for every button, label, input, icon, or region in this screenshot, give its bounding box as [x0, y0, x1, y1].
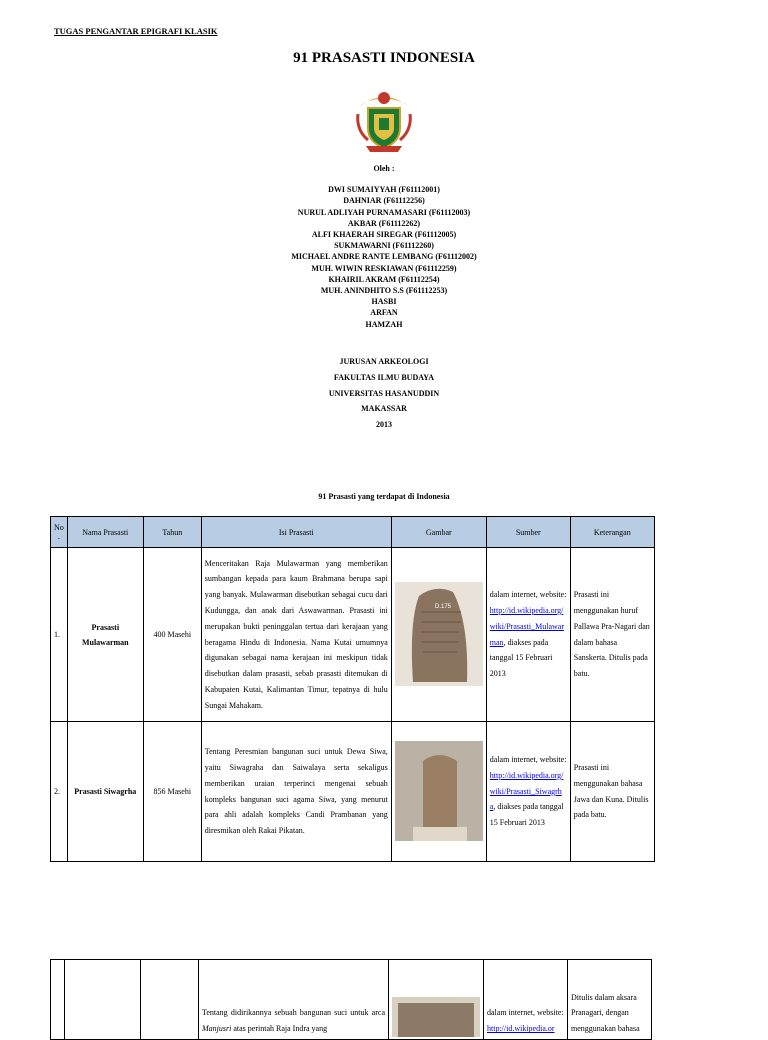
department: JURUSAN ARKEOLOGI [339, 357, 429, 366]
author: DAHNIAR (F61112256) [343, 196, 425, 206]
prasasti-table-continued [50, 959, 652, 1040]
table-header-row [51, 517, 655, 548]
stone-label: D.175 [434, 603, 451, 610]
faculty: FAKULTAS ILMU BUDAYA [333, 372, 435, 382]
institution-block [0, 354, 768, 433]
cell-no [51, 960, 65, 1040]
prasasti-siwagrha-photo [395, 741, 483, 841]
header-nama: Nama Prasasti [67, 517, 143, 548]
sumber-suffix: , diakses pada tanggal 15 Februari 2013 [489, 637, 553, 679]
cell-sumber [484, 960, 568, 1040]
university: UNIVERSITAS HASANUDDIN [328, 388, 440, 398]
year: 2013 [376, 420, 392, 430]
author: DWI SUMAIYYAH (F61112001) [328, 185, 440, 195]
cell-isi: Menceritakan Raja Mulawarman yang memberikan sumbangan kepada para kaum Brahmana berupa sapi yang banyak. Mulawarman disebutkan sebagai cucu dari Kudungga, dan anak dari Aswawarman. Prasasti ini merupakan bukti peninggalan tertua dari kerajaan yang beragama Hindu di Indonesia. Nama Kutai umumnya digunakan sebagai nama kerajaan ini meskipun tidak disebutkan dalam prasasti, sebab prasasti ditemukan di Kabupaten Kutai, Kalimantan Timur, tepatnya di hulu Sungai Mahakam. [201, 548, 391, 722]
cell-no: 1. [51, 548, 68, 722]
cell-keterangan: Prasasti ini menggunakan huruf Pallawa Pra-Nagari dan dalam bahasa Sanskerta. Ditulis pada batu. [570, 548, 654, 722]
cell-keterangan: Prasasti ini menggunakan bahasa Jawa dan Kuna. Ditulis pada batu. [570, 722, 654, 862]
cell-tahun: 856 Masehi [143, 722, 201, 862]
sumber-link[interactable]: http://id.wikipedia.org/wiki/Prasasti_Mulawarman [489, 605, 564, 647]
sumber-suffix: , diakses pada tanggal 15 Februari 2013 [489, 802, 564, 828]
isi-suffix: atas perintah Raja Indra yang [231, 1024, 328, 1034]
table-row [51, 548, 655, 722]
author: NURUL ADLIYAH PURNAMASARI (F61112003) [297, 207, 471, 217]
author: MUH. WIWIN RESKIAWAN (F61112259) [311, 263, 457, 273]
prasasti-photo [392, 997, 480, 1037]
header-keterangan: Keterangan [570, 517, 654, 548]
author: AKBAR (F61112262) [347, 218, 421, 228]
author: SUKMAWARNI (F61112260) [334, 241, 434, 251]
isi-emphasis: Manjusri [202, 1024, 232, 1034]
course-title: TUGAS PENGANTAR EPIGRAFI KLASIK [54, 26, 218, 36]
table-caption: 91 Prasasti yang terdapat di Indonesia [318, 492, 450, 501]
cell-tahun [141, 960, 199, 1040]
cell-gambar [391, 722, 486, 862]
table-row [51, 722, 655, 862]
sumber-prefix: dalam internet, website: [489, 755, 567, 764]
author: HAMZAH [365, 319, 403, 329]
cell-no: 2. [51, 722, 68, 862]
author: KHAIRIL AKRAM (F61112254) [328, 274, 440, 284]
author: ARFAN [370, 308, 398, 318]
author: ALFI KHAERAH SIREGAR (F61112005) [311, 230, 457, 240]
author: MUH. ANINDHITO S.S (F61112253) [320, 286, 448, 296]
author: MICHAEL ANDRE RANTE LEMBANG (F61112002) [291, 252, 477, 262]
cell-nama [65, 960, 141, 1040]
table-row [51, 960, 652, 1040]
cell-sumber [486, 722, 570, 862]
sumber-link[interactable]: http://id.wikipedia.org/wiki/Prasasti_Siwagrha [489, 770, 564, 812]
author: HASBI [371, 297, 397, 307]
document-title: 91 PRASASTI INDONESIA [293, 50, 475, 66]
cell-tahun: 400 Masehi [143, 548, 201, 722]
cell-isi [199, 960, 389, 1040]
cell-nama: Prasasti Siwagrha [67, 722, 143, 862]
university-emblem-icon [354, 84, 414, 154]
sumber-link[interactable]: http://id.wikipedia.or [487, 1024, 555, 1034]
header-sumber: Sumber [486, 517, 570, 548]
sumber-prefix: dalam internet, website: [487, 1008, 564, 1018]
header-no: No . [51, 517, 68, 548]
header-gambar: Gambar [391, 517, 486, 548]
cell-isi: Tentang Peresmian bangunan suci untuk Dewa Siwa, yaitu Siwagraha dan Saiwalaya serta sekaligus memberikan uraian terperinci mengenai sebuah kompleks bangunan suci agama Siwa, yang menurut para ahli adalah kompleks Candi Prambanan yang diresmikan oleh Rakai Pikatan. [201, 722, 391, 862]
cell-gambar [391, 548, 486, 722]
cell-nama: Prasasti Mulawarman [67, 548, 143, 722]
oleh-label: Oleh : [373, 164, 395, 173]
isi-prefix: Tentang didirikannya sebuah bangunan suci untuk arca [202, 1008, 385, 1018]
author-list [0, 163, 768, 330]
cell-sumber [486, 548, 570, 722]
header-isi: Isi Prasasti [201, 517, 391, 548]
header-tahun: Tahun [143, 517, 201, 548]
city: MAKASSAR [361, 404, 407, 414]
cell-keterangan: Ditulis dalam aksara Pranagari, dengan menggunakan bahasa [568, 960, 652, 1040]
prasasti-table [50, 516, 655, 862]
prasasti-mulawarman-photo [395, 582, 483, 686]
cell-gambar [389, 960, 484, 1040]
sumber-prefix: dalam internet, website: [489, 590, 567, 600]
